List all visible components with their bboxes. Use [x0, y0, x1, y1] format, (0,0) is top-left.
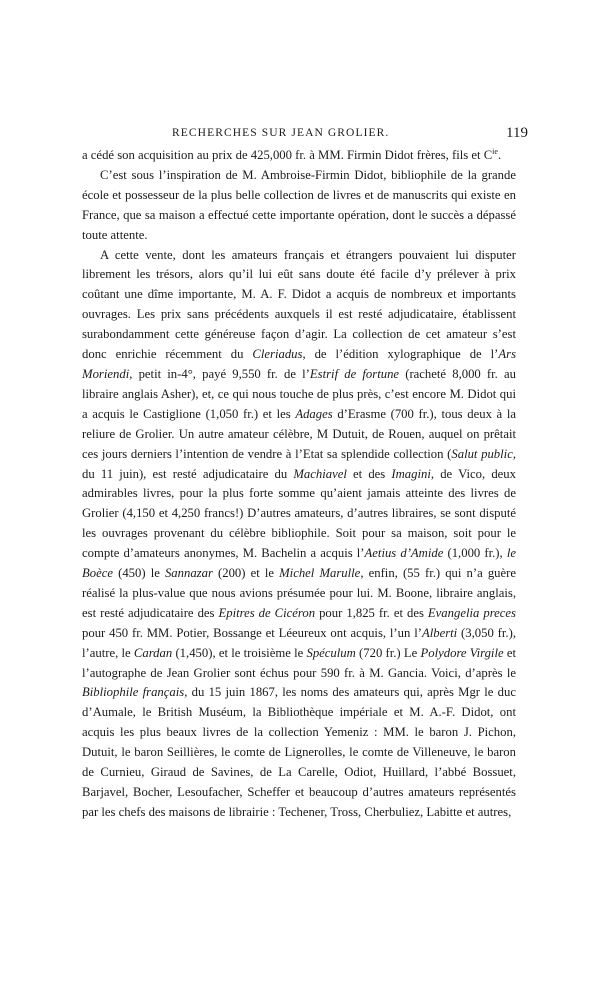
- page-header: [82, 125, 528, 143]
- paragraph-1: a cédé son acquisition au prix de 425,000 fr. à MM. Firmin Didot frères, fils et $C^{ie}$.: [82, 146, 502, 162]
- running-title: RECHERCHES SUR JEAN GROLIER.: [172, 127, 390, 139]
- page-number: 119: [506, 125, 528, 141]
- paragraph-3: A cette vente, dont les amateurs français et étrangers pouvaient lui disputer librement les trésors, alors qu’il lui eût sans doute été facile d’y prélever à prix coûtant une dîme importante, M. A. F. Didot a acquis de nombreux et importants ouvrages. Les prix sans précédents auxquels il est resté adjudicataire, établissent surabondamment cette généreuse façon d’agir. La collection de cet amateur s’est donc enrichie récemment du Cleriadus, de l’édition xylographique de l’Ars Moriendi, petit in-4°, payé 9,550 fr. de l’Estrif de fortune (racheté 8,000 fr. au libraire anglais Asher), et, ce qui nous touche de plus près, c’est encore M. Didot qui a acquis le Castiglione (1,050 fr.) et les Adages d’Erasme (700 fr.), tous deux à la reliure de Grolier. Un autre amateur célèbre, M Dutuit, de Rouen, auquel on prêtait ces jours derniers l’intention de vendre à l’Etat sa splendide collection (Salut public, du 11 juin), est resté adjudicataire du Machiavel et des Imagini, de Vico, deux admirables livres, pour la plus forte somme qu’aient jamais atteinte des livres de Grolier (4,150 et 4,250 francs!) D’autres amateurs, d’autres libraires, se sont disputé les ouvrages provenant du célèbre bibliophile. Soit pour sa maison, soit pour le compte d’amateurs anonymes, M. Bachelin a acquis l’Aetius d’Amide (1,000 fr.), le Boèce (450) le Sannazar (200) et le Michel Marulle, enfin, (55 fr.) qui n’a guère réalisé la plus-value que nous avions présumée pour lui. M. Boone, libraire anglais, est resté adjudicataire des Epitres de Cicéron pour 1,825 fr. et des Evangelia preces pour 450 fr. MM. Potier, Bossange et Léeureux ont acquis, l’un l’Alberti (3,050 fr.), l’autre, le Cardan (1,450), et le troisième le Spéculum (720 fr.) Le Polydore Virgile et l’autographe de Jean Grolier sont échus pour 590 fr. à M. Gancia. Voici, d’après le Bibliophile français, du 15 juin 1867, les noms des amateurs qui, après Mgr le duc d’Aumale, le British Muséum, la Bibliothèque impériale et M. A.-F. Didot, ont acquis les plus beaux livres de la collection Yemeniz : MM. le baron J. Pichon, Dutuit, le baron Seillières, le comte de Lignerolles, le comte de Villeneuve, le baron de Curnieu, Giraud de Savines, de La Carelle, Odiot, Huillard, l’abbé Bossuet, Barjavel, Bocher, Lesoufacher, Scheffer et beaucoup d’autres amateurs représentés par les chefs des maisons de librairie : Techener, Tross, Cherbuliez, Labitte et autres,: [82, 247, 517, 819]
- body-text: [82, 146, 516, 823]
- paragraph-2: C’est sous l’inspiration de M. Ambroise-Firmin Didot, bibliophile de la grande école et possesseur de la plus belle collection de livres et de manuscrits qui existe en France, que sa maison a effectué cette importante opération, dont le succès a dépassé toute attente.: [82, 167, 516, 242]
